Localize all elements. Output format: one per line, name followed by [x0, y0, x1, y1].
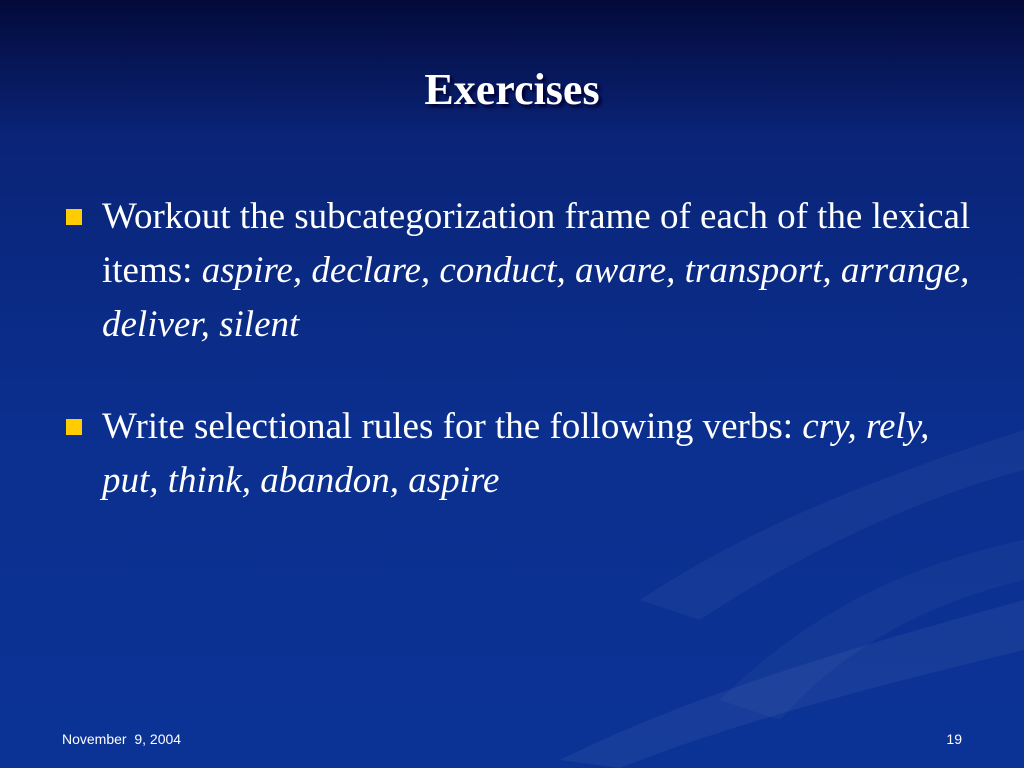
bullet-text: Workout the subcategorization frame of each of the lexical items:: [102, 196, 971, 291]
bullet-italic-words: aspire, declare, conduct, aware, transport, arrange, deliver, silent: [102, 250, 970, 345]
square-bullet-icon: [66, 419, 82, 435]
square-bullet-icon: [66, 209, 82, 225]
bullet-italic-words: cry, rely, put, think, abandon, aspire: [102, 406, 930, 501]
slide-title: Exercises: [424, 65, 600, 114]
bullet-list: [64, 190, 974, 508]
bullet-item-selectional-rules: [64, 400, 974, 508]
footer-date: November 9, 2004: [62, 731, 182, 747]
slide-number: 19: [946, 731, 962, 747]
bullet-item-subcategorization: [64, 190, 974, 352]
bullet-text: Write selectional rules for the following verbs:: [102, 406, 803, 447]
